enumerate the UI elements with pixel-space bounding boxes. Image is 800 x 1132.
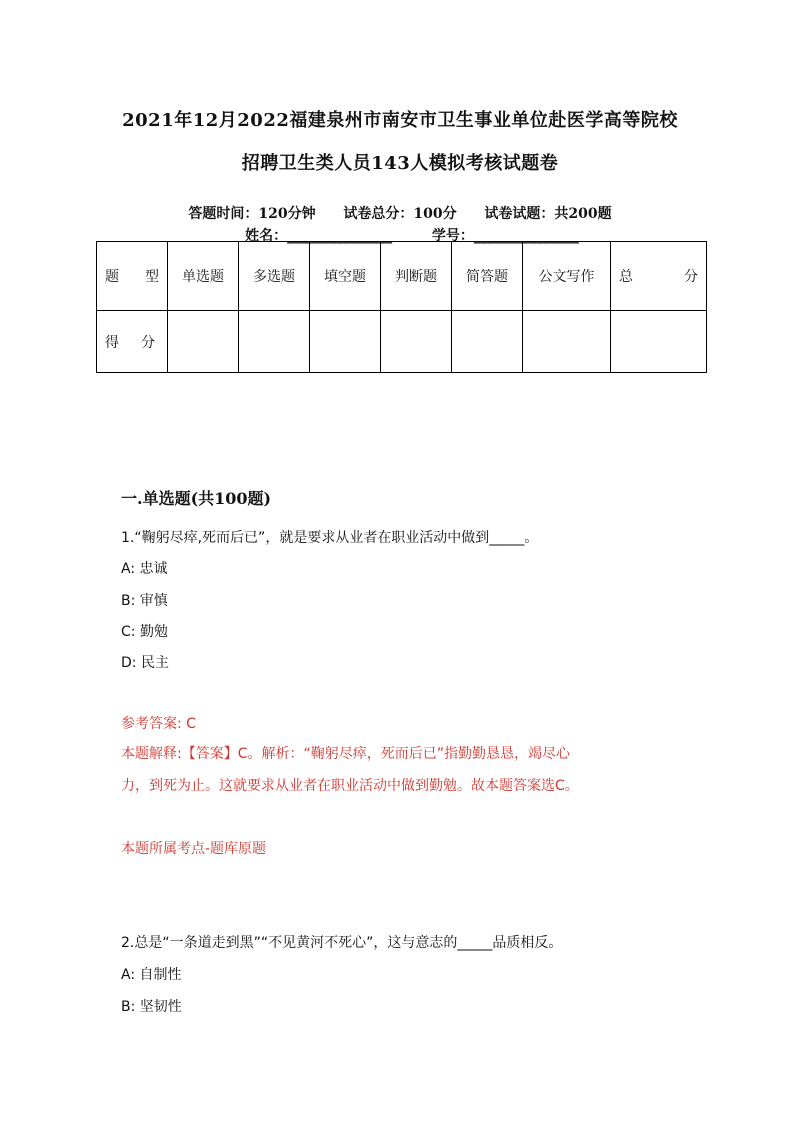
score-cell [310,311,381,373]
doc-title-line1: 2021年12月2022福建泉州市南安市卫生事业单位赴医学高等院校 [122,110,678,131]
score-table [96,241,707,373]
col-multi-choice: 多选题 [239,242,310,311]
row-label-score: 得 分 [97,311,168,373]
score-cell [239,311,310,373]
score-table-header-row [97,242,707,311]
option-a: A: 自制性 [121,967,182,983]
reference-answer: 参考答案: C [121,716,196,732]
col-total: 总 分 [611,242,707,311]
student-id-field: 学号：_______________ [431,228,579,244]
exam-question-count: 试卷试题：共200题 [484,206,612,222]
option-b: B: 审慎 [121,593,168,609]
question-stem: 2.总是“一条道走到黑”“不见黄河不死心”，这与意志的_____品质相反。 [121,935,563,951]
score-table-score-row [97,311,707,373]
col-fill-blank: 填空题 [310,242,381,311]
option-c: C: 勤勉 [121,624,168,640]
option-d: D: 民主 [121,655,169,671]
score-cell [452,311,523,373]
exam-meta-row [0,203,800,223]
question-source: 本题所属考点-题库原题 [121,841,267,857]
student-name-field: 姓名：_______________ [245,228,393,244]
col-official-writing: 公文写作 [523,242,611,311]
explanation-line1: 本题解释:【答案】C。解析：“鞠躬尽瘁，死而后已”指勤勤恳恳，竭尽心 [121,746,570,762]
col-single-choice: 单选题 [168,242,239,311]
score-cell [523,311,611,373]
exam-total-score: 试卷总分：100分 [343,206,457,222]
col-short-answer: 简答题 [452,242,523,311]
question-stem: 1.“鞠躬尽瘁,死而后已”，就是要求从业者在职业活动中做到_____。 [121,530,539,546]
option-a: A: 忠诚 [121,561,168,577]
col-true-false: 判断题 [381,242,452,311]
explanation-line2: 力，到死为止。这就要求从业者在职业活动中做到勤勉。故本题答案选C。 [121,778,579,794]
score-cell [611,311,707,373]
section-heading: 一.单选题(共100题) [121,489,272,508]
doc-title-line2: 招聘卫生类人员143人模拟考核试题卷 [241,153,559,174]
option-b: B: 坚韧性 [121,999,182,1015]
score-cell [381,311,452,373]
exam-time: 答题时间：120分钟 [188,206,316,222]
row-label-question-type: 题 型 [97,242,168,311]
score-cell [168,311,239,373]
